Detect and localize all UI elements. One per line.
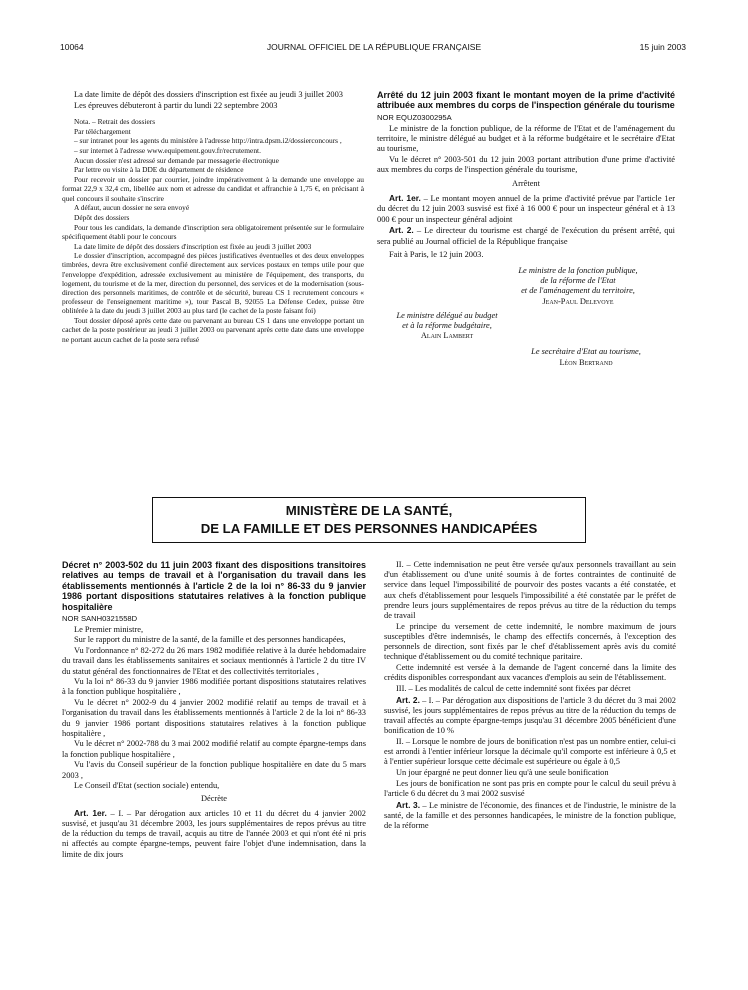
paragraph: Vu le décret n° 2002-9 du 4 janvier 2002 modifié relatif au temps de travail et à l'organisation du travail dans les établissements mentionnés à l'article 2 de la loi n° 86-33 du 9 janvier 1986 portant dispositions statutaires relatives à la fonction publique hospitalière , xyxy=(62,698,366,738)
paragraph: La date limite de dépôt des dossiers d'inscription est fixée au jeudi 3 juillet 2003 xyxy=(74,241,312,251)
signature-line: et à la réforme budgétaire, xyxy=(402,320,492,330)
paragraph: Aucun dossier n'est adressé sur demande par messagerie électronique xyxy=(74,155,279,165)
paragraph: Le Premier ministre, xyxy=(74,624,144,634)
article-label: Art. 1er. xyxy=(389,193,421,204)
paragraph: Vu l'avis du Conseil supérieur de la fonction publique hospitalière en date du 5 mars 2003 , xyxy=(62,760,366,780)
paragraph: Pour tous les candidats, la demande d'inscription sera obligatoirement présentée sur le formulaire spécifiquement établi pour le concours xyxy=(62,222,364,241)
paragraph: Le Conseil d'Etat (section sociale) entendu, xyxy=(74,781,220,791)
article-1 xyxy=(62,808,366,860)
arretent-heading: Arrêtent xyxy=(512,179,540,189)
decrete-heading: Décrète xyxy=(200,794,228,804)
paragraph: Les jours de bonification ne sont pas pris en compte pour le calcul du seuil prévu à l'article 6 du décret du 3 mai 2002 susvisé xyxy=(384,778,676,798)
paragraph: Les épreuves débuteront à partir du lundi 22 septembre 2003 xyxy=(74,100,278,110)
column-top-left xyxy=(62,90,364,344)
paragraph: La date limite de dépôt des dossiers d'inscription est fixée au jeudi 3 juillet 2003 xyxy=(74,90,343,99)
article-label: Art. 2. xyxy=(396,694,420,705)
paragraph: Vu l'ordonnance n° 82-272 du 26 mars 1982 modifiée relative à la durée hebdomadaire du travail dans les établissements sanitaires et sociaux mentionnés à l'article 2 du titre IV du statut général des fonctionnaires de l'Etat et des collectivités territoriales , xyxy=(62,646,366,676)
nor-reference: NOR SANH0321558D xyxy=(62,614,138,624)
decret-title: Décret n° 2003-502 du 11 juin 2003 fixant des dispositions transitoires relatives au temps de travail et à l'organisation du travail dans les établissements mentionnés à l'article 2 de la loi n° 86-33 du 9 janvier 1986 portant dispositions statutaires relatives à la fonction publique hospitalière xyxy=(62,560,366,612)
paragraph: Cette indemnité est versée à la demande de l'agent concerné dans la limite des crédits disponibles correspondant aux vacances d'emplois au sein de l'établissement. xyxy=(384,663,676,683)
issue-date: 15 juin 2003 xyxy=(639,42,686,52)
paragraph: Vu la loi n° 86-33 du 9 janvier 1986 modifiée portant dispositions statutaires relatives à la fonction publique hospitalière , xyxy=(62,677,366,697)
signature-line: de la réforme de l'Etat xyxy=(540,276,616,286)
article-text: – Le montant moyen annuel de la prime d'activité prévue par l'article 1er du décret du 12 juin 2003 susvisé est fixé à 16 000 € pour un inspecteur général et à 13 000 € pour un inspecteur général adjoint xyxy=(377,194,675,224)
article-label: Art. 2. xyxy=(389,225,414,236)
paragraph: Vu le décret n° 2003-501 du 12 juin 2003 portant attribution d'une prime d'activité aux membres du corps de l'inspection générale du tourisme, xyxy=(377,154,675,174)
nor-reference: NOR EQUZ0300295A xyxy=(377,112,452,122)
paragraph: Le ministre de la fonction publique, de la réforme de l'Etat et de l'aménagement du territoire, le ministre délégué au budget et à la réforme budgétaire et le secrétaire d'Etat au tourisme, xyxy=(377,123,675,153)
paragraph: Tout dossier déposé après cette date ou parvenant au bureau CS 1 dans une enveloppe portant un cachet de la poste postérieur au jeudi 3 juillet 2003 ou parvenant après cette date dans une enveloppe ne portant aucun cachet de la poste sera refusé xyxy=(62,316,364,344)
article-text: – I. – Par dérogation aux dispositions de l'article 3 du décret du 3 mai 2002 susvisé, les jours supplémentaires de repos prévus au titre de la réduction du temps de travail affectés au compte épargne-temps jusqu'au 31 décembre 2005 bénéficient d'une bonification de 10 % xyxy=(384,695,676,736)
paragraph: Dépôt des dossiers xyxy=(74,212,130,222)
paragraph: Pour recevoir un dossier par courrier, joindre impérativement à la demande une enveloppe au format 22,9 x 32,4 cm, libellée aux nom et adresse du candidat et affranchie à 1,75 €, en précisant à quel concours il souhaite s'inscrire xyxy=(62,175,364,203)
article-text: – Le ministre de l'économie, des finances et de l'industrie, le ministre de la santé, de la famille et des personnes handicapées, le ministre de la fonction publique, de la réforme xyxy=(384,800,676,831)
journal-title: JOURNAL OFFICIEL DE LA RÉPUBLIQUE FRANÇAISE xyxy=(266,42,482,52)
paragraph: II. – Lorsque le nombre de jours de bonification n'est pas un nombre entier, celui-ci est arrondi à l'entier inférieur lorsque la décimale qu'il comporte est inférieure à 0,5 et à l'entier supérieur lorsque cette décimale est supérieure ou égale à 0,5 xyxy=(384,736,676,767)
ministry-line-2: DE LA FAMILLE ET DES PERSONNES HANDICAPÉES xyxy=(200,521,538,536)
signature-line: Le ministre de la fonction publique, xyxy=(518,265,638,275)
signature-line: Le ministre délégué au budget xyxy=(396,310,498,320)
column-top-right xyxy=(377,90,675,368)
article-2 xyxy=(384,695,676,737)
page-number: 10064 xyxy=(60,42,84,52)
paragraph: – sur internet à l'adresse www.equipement.gouv.fr/recrutement. xyxy=(74,146,261,156)
article-label: Art. 3. xyxy=(396,799,421,810)
paragraph: II. – Cette indemnisation ne peut être versée qu'aux personnels travaillant au sein d'un établissement ou d'une unité soumis à de fortes contraintes de continuité de service dans lequel l'impossibilité de pourvoir des postes vacants a été constatée, et aux chefs d'établissement pour lesquels l'impossibilité a été constatée par le préfet de prendre leurs jours supplémentaires de repos prévus au titre de la réduction du temps de travail xyxy=(384,560,676,621)
fait-a-paris: Fait à Paris, le 12 juin 2003. xyxy=(389,249,484,259)
ministry-line-1: MINISTÈRE DE LA SANTÉ, xyxy=(285,503,453,518)
article-text: – Le directeur du tourisme est chargé de l'exécution du présent arrêté, qui sera publié au Journal officiel de la République française xyxy=(377,226,675,246)
paragraph: Vu le décret n° 2002-788 du 3 mai 2002 modifié relatif au compte épargne-temps dans la fonction publique hospitalière , xyxy=(62,739,366,759)
column-bottom-right xyxy=(384,560,676,832)
note-title: Nota. – Retrait des dossiers xyxy=(74,116,156,126)
paragraph: Un jour épargné ne peut donner lieu qu'à une seule bonification xyxy=(396,768,609,778)
signature-block-2 xyxy=(377,311,517,342)
article-2 xyxy=(377,225,675,246)
arrete-title: Arrêté du 12 juin 2003 fixant le montant moyen de la prime d'activité attribuée aux membres du corps de l'inspection générale du tourisme xyxy=(377,90,675,111)
signature-line: et de l'aménagement du territoire, xyxy=(521,286,635,296)
signature-line: Le secrétaire d'Etat au tourisme, xyxy=(531,347,641,357)
paragraph: Le dossier d'inscription, accompagné des pièces justificatives éventuelles et des deux enveloppes timbrées, devra être exclusivement confié directement aux services postaux en temps utile pour que l'enveloppe d'expédition, adressée exclusivement au ministère de l'équipement, des transports, du logement, du tourisme et de la mer, direction du personnel, des services et de la modernisation (sous-direction des personnels maritimes, de contrôle et de sécurité, bureau CS 1 recrutement concours « professeur de l'enseignement maritime »), tour Pascal B, 92055 La Défense Cedex, puisse être oblitérée à la date du jeudi 3 juillet 2003 au plus tard (le cachet de la poste faisant foi) xyxy=(62,251,364,316)
paragraph: – sur intranet pour les agents du ministère à l'adresse http://intra.dpsm.i2/dossierconcours , xyxy=(74,136,342,146)
signature-block-1 xyxy=(377,266,675,307)
paragraph: III. – Les modalités de calcul de cette indemnité sont fixées par décret xyxy=(396,683,631,693)
signature-name: Alain Lambert xyxy=(420,331,474,341)
paragraph: Sur le rapport du ministre de la santé, de la famille et des personnes handicapées, xyxy=(74,635,346,645)
ministry-heading-box xyxy=(152,497,586,543)
signature-name: Jean-Paul Delevoye xyxy=(542,296,614,306)
column-bottom-left xyxy=(62,560,366,860)
paragraph: Par lettre ou visite à la DDE du département de résidence xyxy=(74,165,244,175)
article-1 xyxy=(377,193,675,225)
signature-name: Léon Bertrand xyxy=(559,357,613,367)
paragraph: Par téléchargement xyxy=(74,126,131,136)
article-text: – I. – Par dérogation aux articles 10 et 11 du décret du 4 janvier 2002 susvisé, et jusqu'au 31 décembre 2003, les jours supplémentaires de repos prévus au titre de la réduction du temps de travail, acquis au titre de l'année 2003 et qui n'ont été ni pris ni affectés au compte épargne-temps, peuvent faire l'objet d'une indemnisation, dans la limite de dix jours xyxy=(62,808,366,859)
article-3 xyxy=(384,800,676,832)
paragraph: A défaut, aucun dossier ne sera envoyé xyxy=(74,203,190,213)
paragraph: Le principe du versement de cette indemnité, le nombre maximum de jours susceptibles d'être indemnisés, le champ des effectifs concernés, à l'exception des personnels de direction, sont fixés par le chef d'établissement après avis du comité technique d'établissement ou du comité technique paritaire. xyxy=(384,621,676,662)
article-label: Art. 1er. xyxy=(74,807,107,818)
signature-block-3 xyxy=(497,347,675,367)
